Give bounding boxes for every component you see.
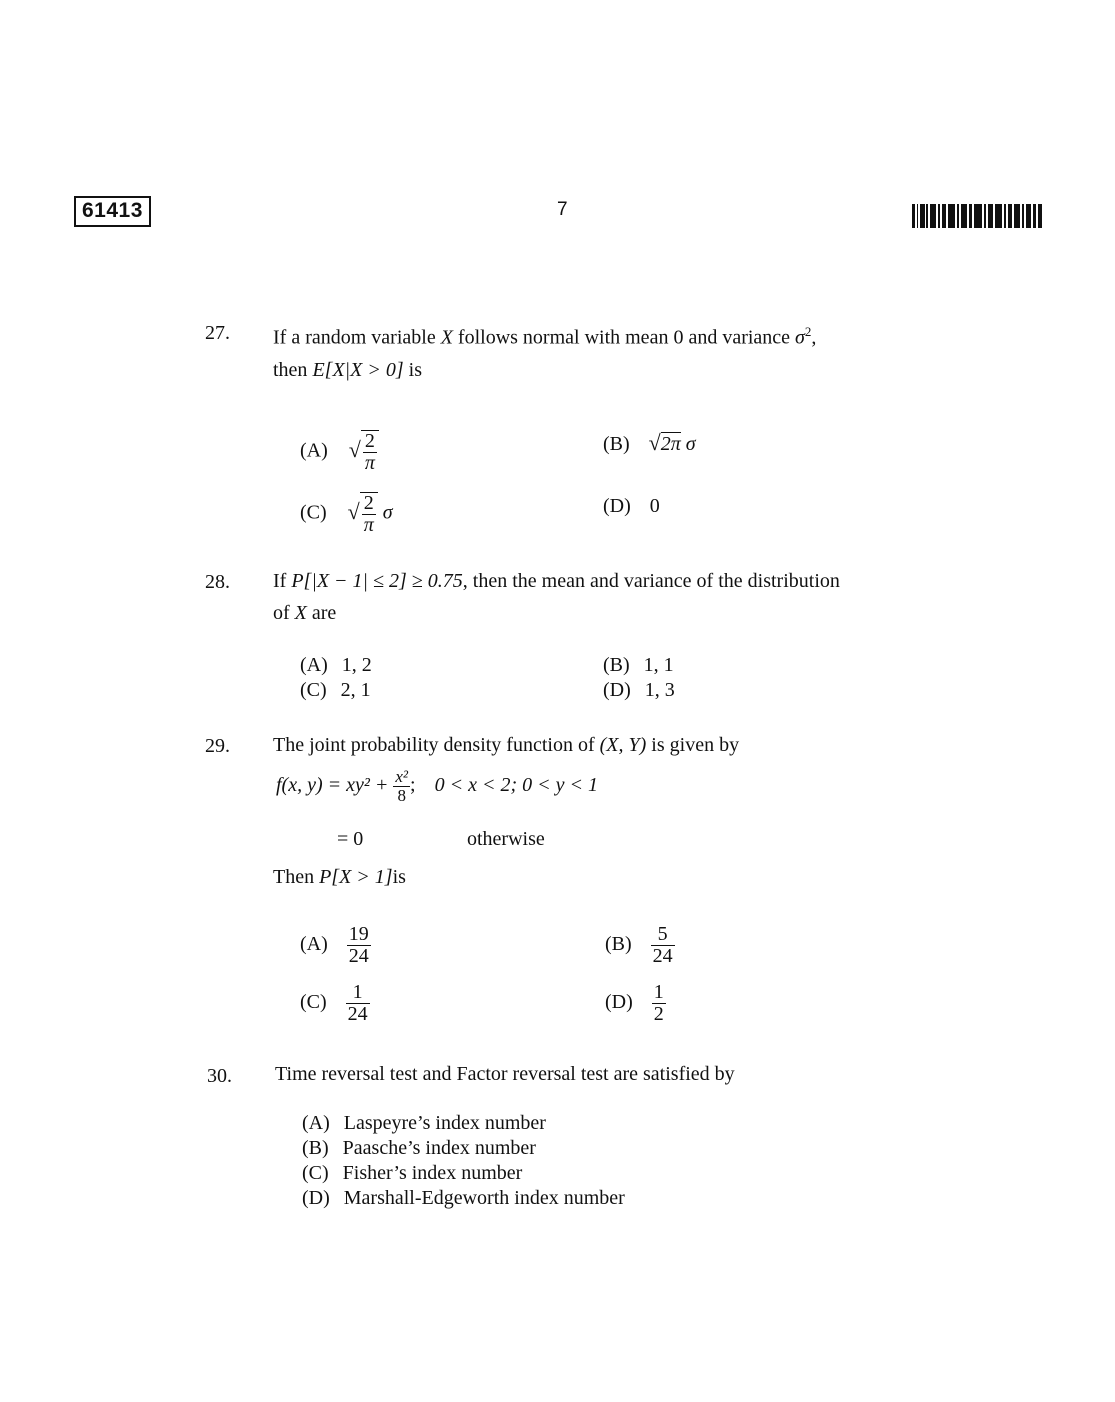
q29-option-c: (C) $\frac{1}{24}$ [300,981,368,1025]
q27-option-d: (D) 0 [603,495,660,517]
density-otherwise: otherwise [467,828,545,850]
question-27-number: 27. [205,322,230,344]
question-29-ask: Then P[X > 1]is [273,866,406,888]
q28-option-a: (A) 1, 2 [300,654,372,676]
question-30-text: Time reversal test and Factor reversal test are satisfied by [275,1063,735,1085]
question-28-text: If P[|X − 1| ≤ 2] ≥ 0.75, then the mean and variance of the distribution of X are [273,570,840,624]
question-29-number: 29. [205,735,230,757]
density-function: f(x, y) = xy² + $\frac{\text{x²}}{8}$ ; 0 < x < 2; 0 < y < 1 [276,767,598,805]
page-number: 7 [557,199,568,220]
q27-option-b: (B) √2π σ [603,430,696,455]
q29-option-a: (A) $\frac{19}{24}$ [300,923,369,967]
question-27-text: If a random variable X follows normal with mean 0 and variance $\sigma^2$, then E[X|X > 0] is [273,324,817,381]
q30-option-d: (D) Marshall-Edgeworth index number [302,1187,625,1209]
q28-option-d: (D) 1, 3 [603,679,675,701]
density-zero: = 0 [337,828,364,850]
question-30-number: 30. [207,1065,232,1087]
question-29-text: The joint probability density function of (X, Y) is given by [273,734,740,756]
q30-option-b: (B) Paasche’s index number [302,1137,536,1159]
q28-option-c: (C) 2, 1 [300,679,371,701]
q29-option-d: (D) $\frac{1}{2}$ [605,981,664,1025]
q30-option-c: (C) Fisher’s index number [302,1162,523,1184]
q27-option-c: (C) √ $\frac{2}{\pi}$ σ [300,492,393,536]
paper-code: 61413 [74,196,151,227]
q29-option-b: (B) $\frac{5}{24}$ [605,923,673,967]
q27-option-a: (A) √ $\frac{2}{\pi}$ [300,430,379,474]
barcode-image [912,204,1042,228]
q28-option-b: (B) 1, 1 [603,654,674,676]
sqrt-symbol: √ $\frac{2}{\pi}$ [349,430,379,474]
q30-option-a: (A) Laspeyre’s index number [302,1112,546,1134]
question-28-number: 28. [205,571,230,593]
